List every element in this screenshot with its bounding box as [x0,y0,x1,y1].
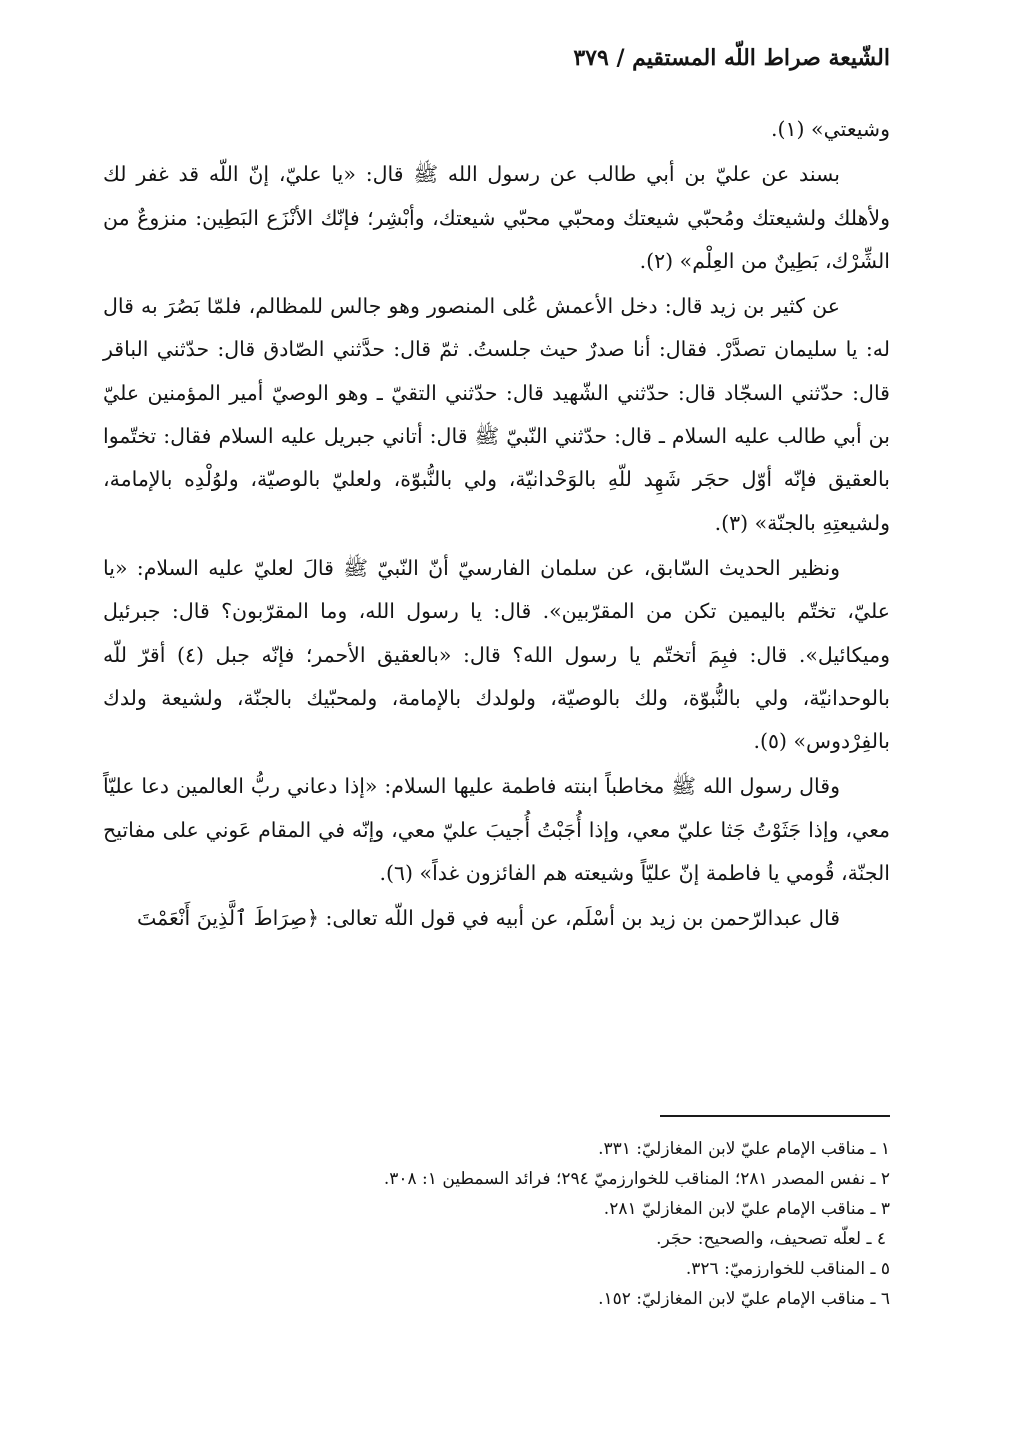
footnote-4: ٤ ـ لعلّه تصحيف، والصحيح: حجَر. [656,1229,886,1249]
footnotes [200,1134,890,1314]
main-text [103,108,890,941]
paragraph-3: عن كثير بن زيد قال: دخل الأعمش عُلى المنصور وهو جالس للمظالم، فلمّا بَصُرَ به قال له: يا سليمان تصدَّرْ. فقال: أنا صدرٌ حيث جلستُ. ثمّ قال: حدَّثني الصّادق قال: حدّثني الباقر قال: حدّثني السجّاد قال: حدّثني الشّهيد قال: حدّثني التقيّ ـ وهو الوصيّ أمير المؤمنين عليّ بن أبي طالب عليه السلام ـ قال: حدّثني النّبيّ ﷺ قال: أتاني جبريل عليه السلام فقال: تختّموا بالعقيق فإنّه أوّل حجَر شَهِد للّهِ بالوَحْدانيّة، ولي بالنُّبوّة، ولعليّ بالوصيّة، ولوُلْدِه بالإمامة، ولشيعتِهِ بالجنّة» (٣). [103,294,890,535]
footnote-5: ٥ ـ المناقب للخوارزميّ: ٣٢٦. [685,1259,890,1279]
paragraph-4: ونظير الحديث السّابق، عن سلمان الفارسيّ أنّ النّبيّ ﷺ قالَ لعليّ عليه السلام: «يا عليّ، تختّم باليمين تكن من المقرّبين». قال: يا رسول الله، وما المقرّبون؟ قال: جبرئيل وميكائيل». قال: فبِمَ أتختّم يا رسول الله؟ قال: «بالعقيق الأحمر؛ فإنّه جبل (٤) أقرّ للّه بالوحدانيّة، ولي بالنُّبوّة، ولك بالوصيّة، ولولدك بالإمامة، ولمحبّيك بالجنّة، ولشيعة ولدك بالفِرْدوس» (٥). [103,555,890,754]
paragraph-2: بسند عن عليّ بن أبي طالب عن رسول الله ﷺ قال: «يا عليّ، إنّ اللّه قد غفر لك ولأهلك ولشيعتك ومُحبّي شيعتك ومحبّي محبّي شيعتك، وأبْشِر؛ فإنّك الأنْزَع البَطِين: منزوعٌ من الشِّرْك، بَطِينٌ من العِلْم» (٢). [103,162,890,273]
paragraph-6: قال عبدالرّحمن بن زيد بن أسْلَم، عن أبيه في قول اللّه تعالى: ﴿صِرَاطَ ٱلَّذِينَ أَنْعَمْتَ [136,906,840,931]
footnote-separator [660,1115,890,1117]
footnote-6: ٦ ـ مناقب الإمام عليّ لابن المغازليّ: ١٥٢. [598,1289,890,1309]
paragraph-1: وشيعتي» (١). [770,117,890,141]
footnote-2: ٢ ـ نفس المصدر ٢٨١؛ المناقب للخوارزميّ ٢٩٤؛ فرائد السمطين ١: ٣٠٨. [383,1169,890,1189]
paragraph-5: وقال رسول الله ﷺ مخاطباً ابنته فاطمة عليها السلام: «إذا دعاني ربُّ العالمين دعا عليّاً معي، وإذا جَثَوْتُ جَثا عليّ معي، وإذا أُجَبْتُ أُجيبَ عليّ معي، وإنّه في المقام عَوني على مفاتيح الجنّة، قُومي يا فاطمة إنّ عليّاً وشيعته هم الفائزون غداً» (٦). [103,774,890,886]
running-header: الشّيعة صراط اللّه المستقيم / ٣٧٩ [573,45,890,71]
footnote-1: ١ ـ مناقب الإمام عليّ لابن المغازليّ: ٣٣١. [598,1139,890,1159]
footnote-3: ٣ ـ مناقب الإمام عليّ لابن المغازليّ ٢٨١. [603,1199,890,1219]
